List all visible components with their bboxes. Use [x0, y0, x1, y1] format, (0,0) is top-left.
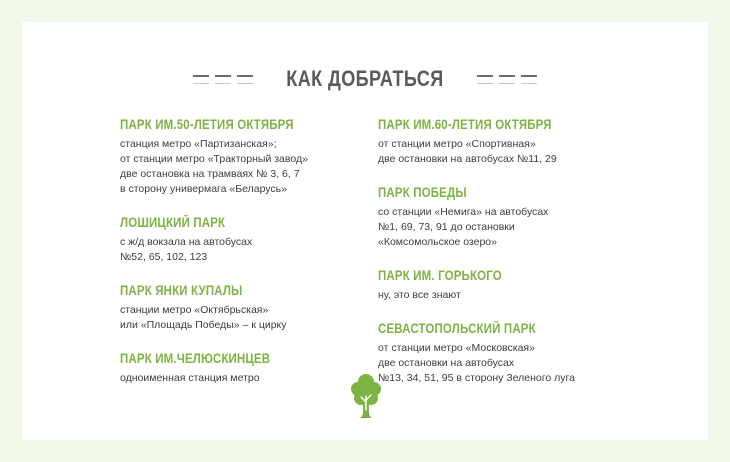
- directions-line: одноименная станция метро: [120, 372, 260, 384]
- park-heading: ПАРК ИМ. ГОРЬКОГО: [378, 268, 502, 283]
- park-heading: ПАРК ИМ.ЧЕЛЮСКИНЦЕВ: [120, 351, 271, 366]
- directions-line: №52, 65, 102, 123: [120, 251, 208, 263]
- left-column: [120, 117, 324, 404]
- page-title: КАК ДОБРАТЬСЯ: [286, 66, 444, 91]
- park-section: [120, 117, 324, 197]
- directions-line: «Комсомольское озеро»: [378, 236, 497, 248]
- directions-line: от станции метро «Тракторный завод»: [120, 153, 308, 165]
- directions-line: №13, 34, 51, 95 в сторону Зеленого луга: [378, 372, 575, 384]
- park-heading: ЛОШИЦКИЙ ПАРК: [120, 215, 226, 230]
- park-heading: СЕВАСТОПОЛЬСКИЙ ПАРК: [378, 321, 536, 336]
- title-row: [22, 66, 708, 92]
- directions-line: в сторону универмага «Беларусь»: [120, 183, 287, 195]
- park-section: [378, 268, 582, 303]
- directions-line: две остановки на автобусах: [378, 357, 515, 369]
- directions-line: от станции метро «Спортивная»: [378, 138, 536, 150]
- park-heading: ПАРК ИМ.60-ЛЕТИЯ ОКТЯБРЯ: [378, 117, 552, 132]
- right-dash-decoration: [477, 75, 537, 84]
- directions-line: от станции метро «Московская»: [378, 342, 535, 354]
- park-section: [120, 283, 324, 333]
- park-heading: ПАРК ЯНКИ КУПАЛЫ: [120, 283, 243, 298]
- directions-line: №1, 69, 73, 91 до остановки: [378, 221, 515, 233]
- directions-line: или «Площадь Победы» – к цирку: [120, 319, 287, 331]
- directions-line: станции метро «Октябрьская»: [120, 304, 269, 316]
- park-heading: ПАРК ИМ.50-ЛЕТИЯ ОКТЯБРЯ: [120, 117, 294, 132]
- tree-icon: [350, 372, 382, 420]
- directions-line: со станции «Немига» на автобусах: [378, 206, 549, 218]
- park-heading: ПАРК ПОБЕДЫ: [378, 185, 467, 200]
- park-section: [378, 185, 582, 250]
- park-section: [120, 351, 324, 386]
- directions-line: с ж/д вокзала на автобусах: [120, 236, 253, 248]
- directions-line: станция метро «Партизанская»;: [120, 138, 277, 150]
- directions-line: две остановки на автобусах №11, 29: [378, 153, 557, 165]
- park-section: [378, 117, 582, 167]
- left-dash-decoration: [193, 75, 253, 84]
- park-section: [120, 215, 324, 265]
- right-column: [378, 117, 582, 404]
- directions-card: [22, 22, 708, 440]
- directions-line: ну, это все знают: [378, 289, 461, 301]
- park-section: [378, 321, 582, 386]
- directions-line: две остановка на трамваях № 3, 6, 7: [120, 168, 300, 180]
